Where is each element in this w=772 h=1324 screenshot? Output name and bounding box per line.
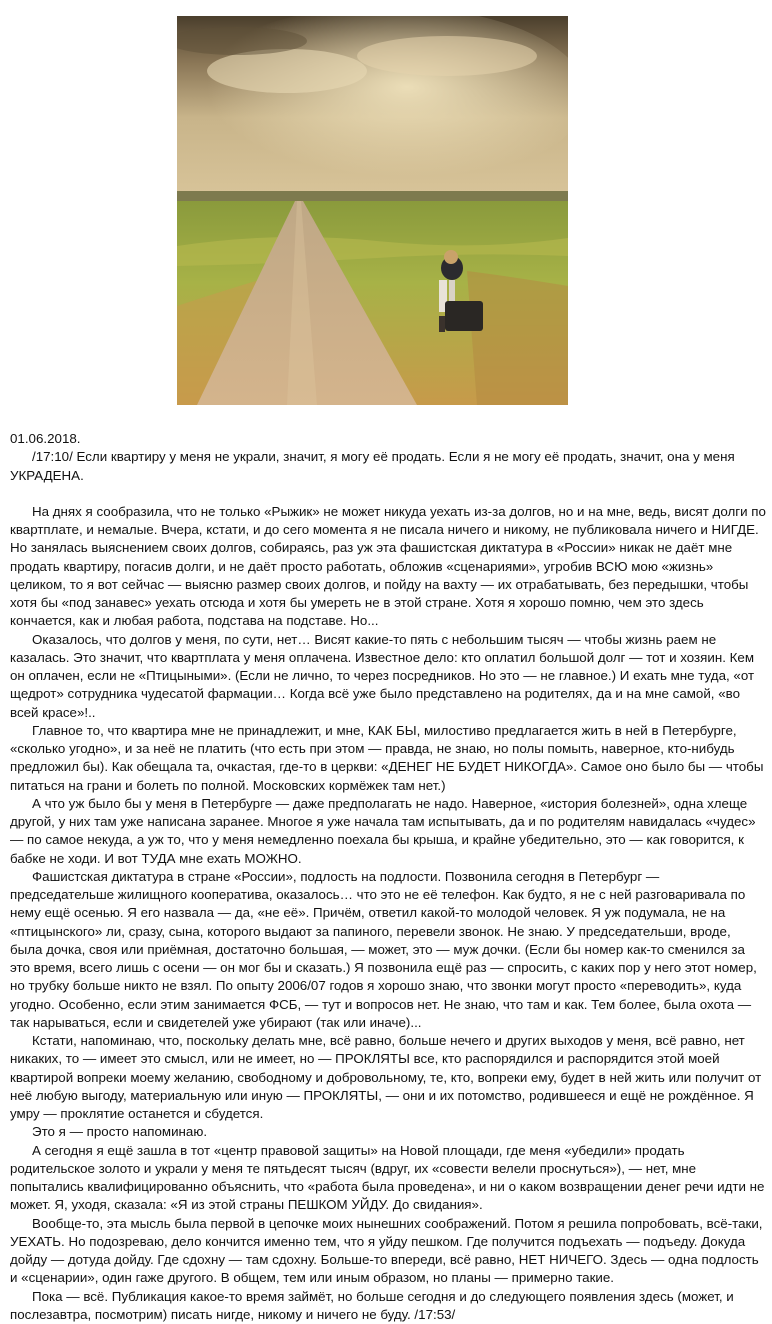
post-paragraph: А что уж было бы у меня в Петербурге — даже предполагать не надо. Наверное, «история болезней», одна хлеще другой, у них там уже написана заранее. Многое я уже начала там испытывать, да и по родителям навидалась «чудес» — по самое некуда, а уж то, что у меня немедленно поехала бы крыша, и крайне убедительно, это — как говорится, к бабке не ходи. И вот ТУДА мне ехать МОЖНО. [10, 795, 766, 868]
post-paragraph: Вообще-то, эта мысль была первой в цепочке моих нынешних соображений. Потом я решила попробовать, всё-таки, УЕХАТЬ. Но подозреваю, дело кончится именно тем, что я уйду пешком. Где получится подъехать — подъеду. Докуда дойду — дотуда дойду. Где сдохну — там сдохну. Больше-то впереди, всё равно, НЕТ НИЧЕГО. Здесь — одна подлость и «сценарии», один гаже другого. В общем, тем или иным образом, но планы — примерно такие. [10, 1215, 766, 1288]
post-paragraph: Пока — всё. Публикация какое-то время займёт, но больше сегодня и до следующего появления здесь (может, и послезавтра, посмотрим) писать нигде, никому и ничего не буду. /17:53/ [10, 1288, 766, 1324]
header-photo [177, 16, 568, 405]
road-girl-image [177, 16, 568, 405]
post-paragraph: Это я — просто напоминаю. [10, 1123, 766, 1141]
post-date: 01.06.2018. [10, 430, 766, 448]
post-paragraph: А сегодня я ещё зашла в тот «центр правовой защиты» на Новой площади, где меня «убедили» продать родительское золото и украли у меня те пятьдесят тысяч (вдруг, их «совести велели проснуться»), — нет, мне попытались квалифицированно объяснить, что «работа была проведена», и ни о каком возвращении денег речи идти не может. Я, уходя, сказала: «Я из этой страны ПЕШКОМ УЙДУ. До свидания». [10, 1142, 766, 1215]
blog-post [10, 430, 766, 1324]
post-paragraph: Главное то, что квартира мне не принадлежит, и мне, КАК БЫ, милостиво предлагается жить в ней в Петербурге, «сколько угодно», и за неё не платить (что есть при этом — правда, не знаю, но полы помыть, наверное, кто-нибудь предложил бы). Как обещала та, очкастая, где-то в церкви: «ДЕНЕГ НЕ БУДЕТ НИКОГДА». Самое оно было бы — чтобы питаться на грани и болеть по полной. Московских кормёжек там нет.) [10, 722, 766, 795]
post-paragraph: Оказалось, что долгов у меня, по сути, нет… Висят какие-то пять с небольшим тысяч — чтобы жизнь раем не казалась. Это значит, что квартплата у меня оплачена. Известное дело: кто оплатил большой долг — тот и хозяин. Кем он оплачен, если не «Птицыными». (Если не лично, то через посредников. Но это — не главное.) И ехать мне туда, «от щедрот» сотрудника чудесатой фармации… Когда всё уже было представлено на родителях, да и на мне самой, «во всей красе»!.. [10, 631, 766, 722]
post-paragraph: /17:10/ Если квартиру у меня не украли, значит, я могу её продать. Если я не могу её продать, значит, она у меня УКРАДЕНА. [10, 448, 766, 485]
post-paragraph: Кстати, напоминаю, что, поскольку делать мне, всё равно, больше нечего и других выходов у меня, всё равно, нет никаких, то — имеет это смысл, или не имеет, но — ПРОКЛЯТЫ все, кто распорядился и распорядится этой моей квартирой вопреки моему желанию, свободному и добровольному, те, кто, вопреки ему, будет в ней жить или получит от неё любую выгоду, материальную или иную — ПРОКЛЯТЫ, — они и их потомство, родившееся и ещё не рождённое. Я умру — проклятие останется и сбудется. [10, 1032, 766, 1123]
post-paragraph: Фашистская диктатура в стране «России», подлость на подлости. Позвонила сегодня в Петербург — председательше жилищного кооператива, оказалось… что это не её телефон. Как будто, я не с ней разговаривала по нему ещё осенью. Я его назвала — да, «не её». Причём, ответил какой-то молодой человек. Я уж подумала, не на «птицынского» ли, сразу, сына, которого выдают за папиного, перевели звонок. Не знаю. У председательши, вроде, была дочка, своя или приёмная, достаточно большая, — может, это — муж дочки. (Если бы номер как-то сменился за это время, всего лишь с осени — он мог бы и сказать.) Я позвонила ещё раз — спросить, с каких пор у него этот номер, но трубку больше никто не взял. По опыту 2006/07 годов я хорошо знаю, что звонки могут просто «переводить», куда угодно. Особенно, если этим занимается ФСБ, — тут и вопросов нет. Не знаю, что там и как. Тем более, была охота — так нарываться, если и свидетелей уже убирают (так или иначе)... [10, 868, 766, 1032]
post-paragraph: На днях я сообразила, что не только «Рыжик» не может никуда уехать из-за долгов, но и на мне, ведь, висят долги по квартплате, и немалые. Вчера, кстати, и до сего момента я не писала ничего и никому, не публиковала ничего и НИГДЕ. Но занялась выяснением своих долгов, собираясь, раз уж эта фашистская диктатура в «России» никак не даёт мне продать квартиру, погасив долги, и не даёт просто работать, обложив «сценариями», угробив ВСЮ мою «жизнь» целиком, то я вот сейчас — выясню размер своих долгов, и пойду на вахту — их отрабатывать, без передышки, чтобы хотя бы «под занавес» уехать отсюда и хотя бы умереть не в этой стране. Хотя я хорошо помню, чем это здесь кончается, как и любая работа, подстава на подставе. Но... [10, 503, 766, 631]
paragraph-spacer [10, 485, 766, 503]
